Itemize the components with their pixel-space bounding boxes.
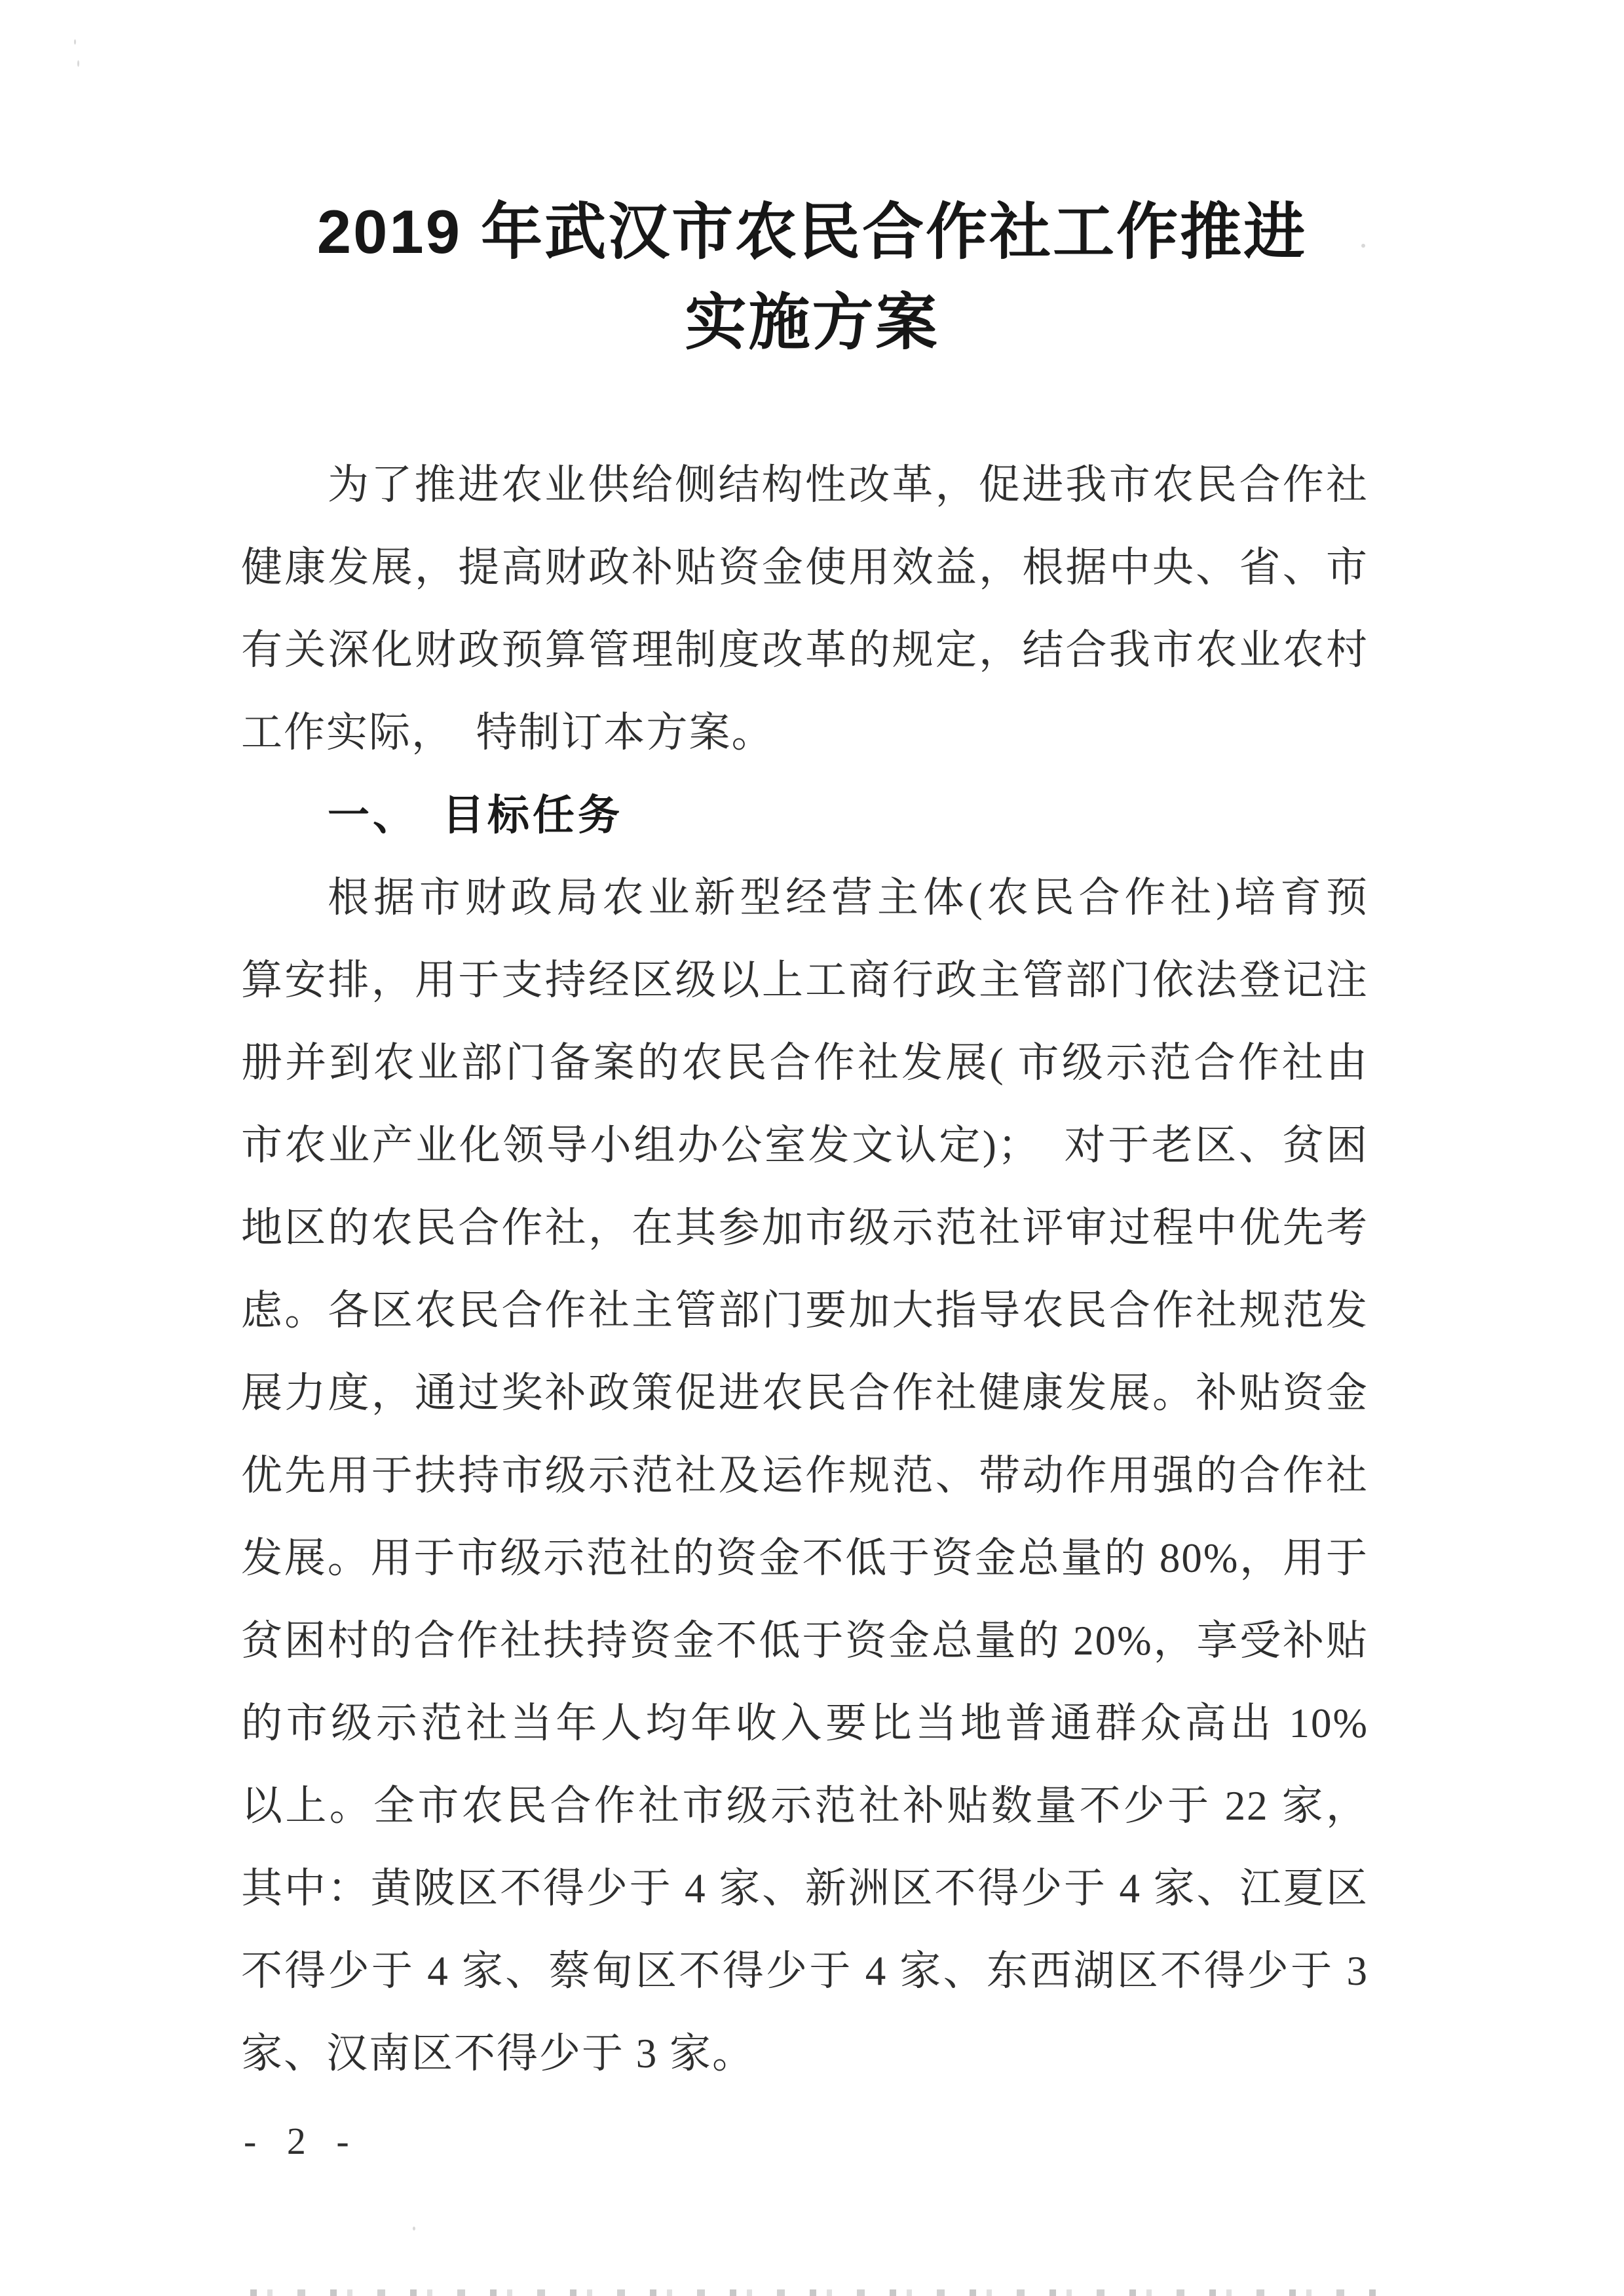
- text-line: 贫困村的合作社扶持资金不低于资金总量的 20%，享受补贴: [241, 1618, 1369, 1664]
- text-line: 健康发展，提高财政补贴资金使用效益，根据中央、省、市: [241, 545, 1369, 590]
- text-line: 市农业产业化领导小组办公室发文认定)； 对于老区、贫困: [241, 1122, 1369, 1168]
- text-line: 有关深化财政预算管理制度改革的规定，结合我市农业农村: [241, 627, 1369, 673]
- text-line: 工作实际， 特制订本方案。: [241, 710, 774, 756]
- text-line: 发展。用于市级示范社的资金不低于资金总量的 80%，用于: [241, 1535, 1369, 1581]
- page-number: - 2 -: [244, 2120, 360, 2162]
- text-line: 不得少于 4 家、蔡甸区不得少于 4 家、东西湖区不得少于 3: [241, 1948, 1369, 1994]
- scan-speck: [74, 39, 76, 45]
- scan-speck: [77, 60, 79, 67]
- text-line: 为了推进农业供给侧结构性改革，促进我市农民合作社: [328, 462, 1369, 508]
- section-heading: 一、 目标任务: [328, 792, 623, 839]
- scan-speck: [1361, 244, 1365, 248]
- text-line: 其中：黄陂区不得少于 4 家、新洲区不得少于 4 家、江夏区: [241, 1866, 1369, 1911]
- document-title-line-1: 2019 年武汉市农民合作社工作推进: [316, 197, 1308, 266]
- text-line: 根据市财政局农业新型经营主体(农民合作社)培育预: [328, 875, 1369, 921]
- document-title-line-2: 实施方案: [685, 288, 939, 356]
- text-line: 册并到农业部门备案的农民合作社发展( 市级示范合作社由: [241, 1040, 1369, 1086]
- text-line: 以上。全市农民合作社市级示范社补贴数量不少于 22 家，: [241, 1783, 1369, 1829]
- scan-speck: [413, 2227, 415, 2230]
- text-line: 的市级示范社当年人均年收入要比当地普通群众高出 10%: [241, 1700, 1369, 1746]
- next-page-edge-artifact: [250, 2289, 1380, 2296]
- document-body: [241, 444, 1369, 2095]
- text-line: 家、汉南区不得少于 3 家。: [241, 2031, 755, 2076]
- text-line: 展力度，通过奖补政策促进农民合作社健康发展。补贴资金: [241, 1370, 1369, 1416]
- text-line: 算安排，用于支持经区级以上工商行政主管部门依法登记注: [241, 957, 1369, 1003]
- text-line: 地区的农民合作社，在其参加市级示范社评审过程中优先考: [241, 1205, 1369, 1251]
- text-line: 优先用于扶持市级示范社及运作规范、带动作用强的合作社: [241, 1453, 1369, 1499]
- text-line: 虑。各区农民合作社主管部门要加大指导农民合作社规范发: [241, 1288, 1369, 1333]
